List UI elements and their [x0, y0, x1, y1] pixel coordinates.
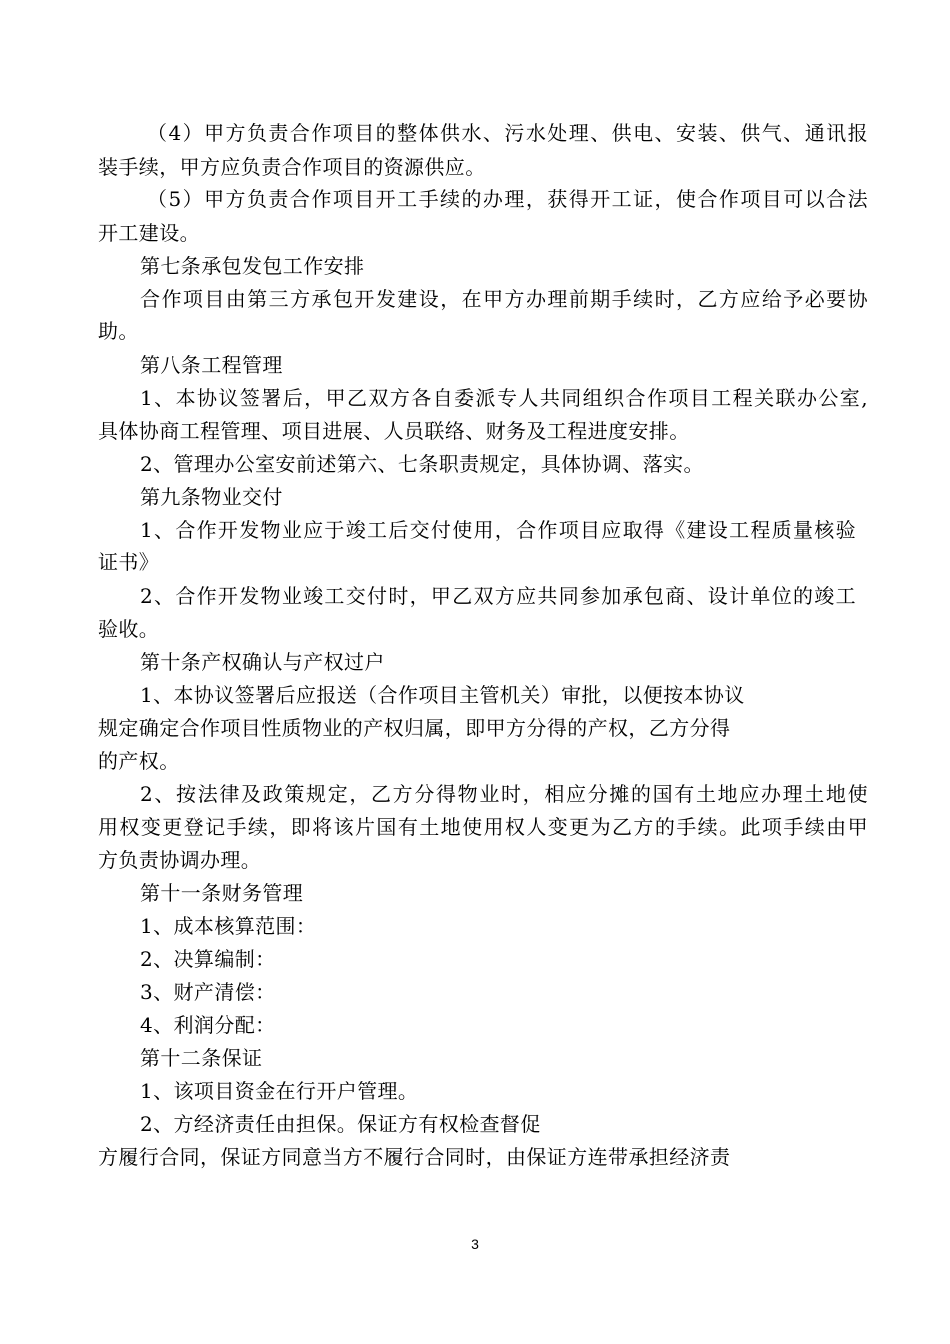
paragraph-line: 2、方经济责任由担保。保证方有权检查督促 [140, 1112, 541, 1136]
section-heading: 第八条工程管理 [140, 353, 283, 377]
paragraph-line: 助。 [98, 319, 139, 343]
paragraph-line: 1、本协议签署后应报送（合作项目主管机关）审批，以便按本协议 [140, 683, 745, 707]
paragraph-line: 证书》 [98, 550, 160, 574]
paragraph-line: 2、合作开发物业竣工交付时，甲乙双方应共同参加承包商、设计单位的竣工 [140, 584, 856, 608]
section-heading: 第七条承包发包工作安排 [140, 254, 365, 278]
paragraph-line: 用权变更登记手续，即将该片国有土地使用权人变更为乙方的手续。此项手续由甲 [98, 815, 868, 839]
paragraph-line: 装手续，甲方应负责合作项目的资源供应。 [98, 155, 486, 179]
paragraph-line: 的产权。 [98, 749, 180, 773]
paragraph-line: （4）甲方负责合作项目的整体供水、污水处理、供电、安装、供气、通讯报 [147, 121, 868, 145]
list-item: 2、决算编制： [140, 947, 276, 971]
paragraph-line: 2、管理办公室安前述第六、七条职责规定，具体协调、落实。 [140, 452, 704, 476]
paragraph-line: 规定确定合作项目性质物业的产权归属，即甲方分得的产权，乙方分得 [98, 716, 731, 740]
list-item: 3、财产清偿： [140, 980, 276, 1004]
paragraph-line: 验收。 [98, 617, 160, 641]
paragraph-line: 1、合作开发物业应于竣工后交付使用，合作项目应取得《建设工程质量核验 [140, 518, 856, 542]
paragraph-line: 开工建设。 [98, 221, 200, 245]
paragraph-line: 合作项目由第三方承包开发建设，在甲方办理前期手续时，乙方应给予必要协 [140, 287, 868, 311]
section-heading: 第十条产权确认与产权过户 [140, 650, 385, 674]
paragraph-line: 具体协商工程管理、项目进展、人员联络、财务及工程进度安排。 [98, 419, 690, 443]
paragraph-line: 1、该项目资金在行开户管理。 [140, 1079, 419, 1103]
paragraph-line: 方履行合同，保证方同意当方不履行合同时，由保证方连带承担经济责 [98, 1145, 731, 1169]
section-heading: 第十二条保证 [140, 1046, 263, 1070]
section-heading: 第九条物业交付 [140, 485, 283, 509]
page-number: 3 [471, 1236, 479, 1252]
paragraph-line: 方负责协调办理。 [98, 848, 262, 872]
paragraph-line: 2、按法律及政策规定，乙方分得物业时，相应分摊的国有土地应办理土地使 [140, 782, 868, 806]
section-heading: 第十一条财务管理 [140, 881, 304, 905]
list-item: 1、成本核算范围： [140, 914, 317, 938]
paragraph-line: 1、本协议签署后，甲乙双方各自委派专人共同组织合作项目工程关联办公室, [140, 386, 868, 410]
list-item: 4、利润分配： [140, 1013, 276, 1037]
paragraph-line: （5）甲方负责合作项目开工手续的办理，获得开工证，使合作项目可以合法 [147, 187, 868, 211]
